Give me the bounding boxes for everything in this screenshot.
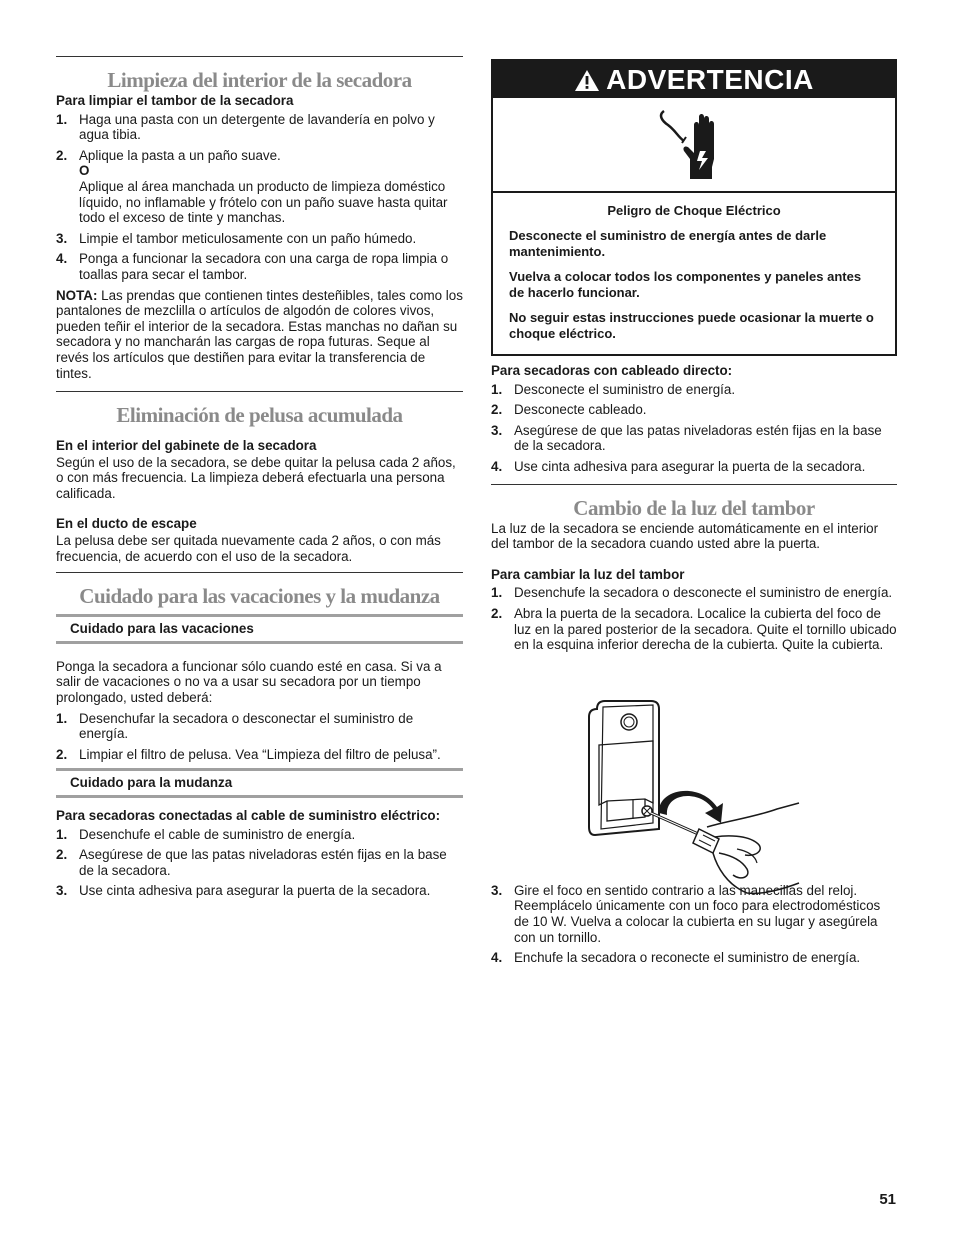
subhead-power-cord: Para secadoras conectadas al cable de suministro eléctrico: bbox=[56, 808, 441, 823]
list-item: 2. Desconecte cableado. bbox=[491, 402, 647, 418]
warning-title: Peligro de Choque Eléctrico bbox=[607, 203, 781, 218]
warning-box bbox=[491, 59, 897, 356]
warning-line: Desconecte el suministro de energía antes de darle mantenimiento. bbox=[509, 228, 827, 259]
exhaust-paragraph: La pelusa debe ser quitada nuevamente cada 2 años, o con más frecuencia, de acuerdo con el uso de la secadora. bbox=[56, 533, 441, 564]
section-title-cleaning-interior: Limpieza del interior de la secadora bbox=[107, 68, 412, 92]
subhead-direct-wired: Para secadoras con cableado directo: bbox=[491, 363, 733, 378]
list-item: 1. Desenchufe la secadora o desconecte el suministro de energía. bbox=[491, 585, 893, 601]
cabinet-paragraph: Según el uso de la secadora, se debe quitar la pelusa cada 2 años, o con más frecuencia. La limpieza deberá efectuarla una persona calificada. bbox=[56, 454, 456, 501]
moving-steps bbox=[56, 827, 463, 899]
list-item: 2. Asegúrese de que las patas niveladoras estén fijas en la base de la secadora. bbox=[56, 847, 447, 878]
subhead-cabinet: En el interior del gabinete de la secadora bbox=[56, 438, 317, 454]
page-number: 51 bbox=[879, 1191, 896, 1208]
section-title-vacation-moving: Cuidado para las vacaciones y la mudanza bbox=[79, 584, 440, 609]
list-item: 1. Desconecte el suministro de energía. bbox=[491, 381, 736, 397]
clean-drum-steps bbox=[56, 112, 463, 283]
subsection-bar-vacation: Cuidado para las vacaciones bbox=[56, 614, 463, 644]
list-item: 1. Desenchufar la secadora o desconectar el suministro de energía. bbox=[56, 710, 414, 742]
warning-icon-area bbox=[493, 98, 895, 193]
list-item: 2. Abra la puerta de la secadora. Localice la cubierta del foco de luz en la pared posterior de la secadora. Quite el tornillo ubicado en la esquina inferior derecha de la cubierta. Quite la cubierta. bbox=[491, 605, 897, 653]
subhead-change-light: Para cambiar la luz del tambor bbox=[491, 566, 685, 582]
list-item: 2. Aplique la pasta a un paño suave. O Aplique al área manchada un producto de limpieza doméstico líquido, no inflamable y frótelo con un paño suave hasta quitar todo el exceso de tinte y manchas. bbox=[56, 147, 448, 226]
section-title-lint-removal: Eliminación de pelusa acumulada bbox=[116, 403, 403, 428]
list-item: 3. Asegúrese de que las patas niveladoras estén fijas en la base de la secadora. bbox=[491, 422, 882, 454]
list-item: 2. Limpiar el filtro de pelusa. Vea “Limpieza del filtro de pelusa”. bbox=[56, 746, 441, 762]
warning-header: ADVERTENCIA bbox=[493, 61, 895, 98]
subhead-clean-drum: Para limpiar el tambor de la secadora bbox=[56, 93, 294, 108]
subhead-exhaust: En el ducto de escape bbox=[56, 516, 197, 532]
direct-wired-steps bbox=[491, 382, 897, 475]
left-column bbox=[56, 56, 463, 899]
list-item: 3. Gire el foco en sentido contrario a las manecillas del reloj. Reemplácelo únicamente con un foco para electrodomésticos de 10 W. Vuelva a colocar la cubierta en su lugar y asegúrela con un tornillo. bbox=[491, 882, 881, 945]
list-item: 4. Ponga a funcionar la secadora con una carga de ropa limpia o toallas para secar el tambor. bbox=[56, 251, 449, 282]
section-divider bbox=[491, 484, 897, 485]
section-divider bbox=[56, 391, 463, 392]
list-item: 1. Haga una pasta con un detergente de lavandería en polvo y agua tibia. bbox=[56, 111, 435, 143]
list-item: 3. Limpie el tambor meticulosamente con un paño húmedo. bbox=[56, 230, 417, 246]
electric-shock-hand-icon bbox=[656, 107, 726, 183]
note-paragraph: NOTA: Las prendas que contienen tintes desteñibles, tales como los pantalones de mezclilla o artículos de algodón de colores vivos, pueden teñir el interior de la secadora. Estas manchas no dañan su secadora y no mancharán las cargas de ropa futuras. Seque al revés los artículos que destiñen para evitar la transferencia de tintes. bbox=[56, 287, 463, 381]
lamp-cover-screwdriver-illustration bbox=[587, 697, 802, 897]
list-item: 4. Use cinta adhesiva para asegurar la puerta de la secadora. bbox=[491, 458, 866, 474]
list-item: 3. Use cinta adhesiva para asegurar la puerta de la secadora. bbox=[56, 883, 431, 899]
warning-line: Vuelva a colocar todos los componentes y paneles antes de hacerlo funcionar. bbox=[509, 269, 862, 300]
list-item: 1. Desenchufe el cable de suministro de energía. bbox=[56, 826, 356, 842]
warning-text bbox=[493, 193, 895, 354]
drum-light-intro: La luz de la secadora se enciende automáticamente en el interior del tambor de la secadora cuando usted abre la puerta. bbox=[491, 520, 879, 552]
section-title-drum-light: Cambio de la luz del tambor bbox=[573, 495, 815, 520]
warning-line: No seguir estas instrucciones puede ocasionar la muerte o choque eléctrico. bbox=[509, 310, 874, 341]
section-divider bbox=[56, 572, 463, 573]
subsection-bar-moving: Cuidado para la mudanza bbox=[56, 768, 463, 798]
section-divider bbox=[56, 56, 463, 57]
vacation-paragraph: Ponga la secadora a funcionar sólo cuando esté en casa. Si va a salir de vacaciones o no va a usar su secadora por un tiempo prolongado, usted deberá: bbox=[56, 658, 442, 706]
change-light-steps-a bbox=[491, 585, 897, 652]
list-item: 4. Enchufe la secadora o reconecte el suministro de energía. bbox=[491, 950, 861, 966]
warning-triangle-icon bbox=[574, 69, 600, 92]
vacation-steps bbox=[56, 711, 463, 763]
